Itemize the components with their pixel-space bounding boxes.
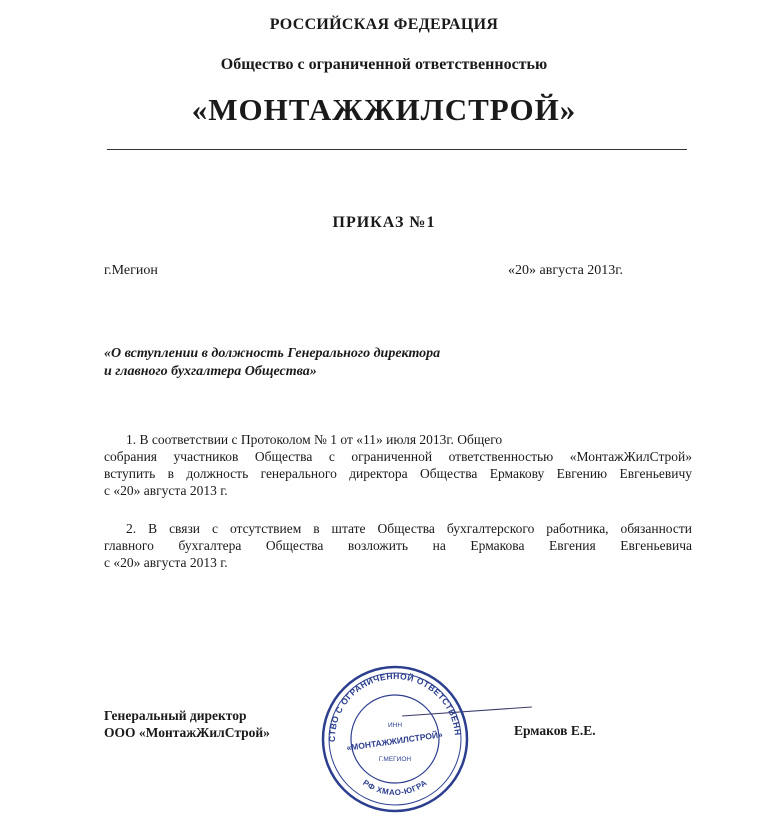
subject-line: и главного бухгалтера Общества» (104, 364, 317, 379)
org-type: Общество с ограниченной ответственностью (220, 56, 548, 73)
stamp-inn: ИНН (387, 722, 403, 729)
order-date: «20» августа 2013г. (508, 263, 623, 278)
order-title: ПРИКАЗ №1 (332, 214, 436, 231)
signatory-name: Ермаков Е.Е. (514, 723, 596, 738)
paragraph-line: 1. В соответствии с Протоколом № 1 от «11» июля 2013г. Общего (126, 432, 503, 447)
country-header: РОССИЙСКАЯ ФЕДЕРАЦИЯ (269, 16, 499, 33)
subject-line: «О вступлении в должность Генерального директора (104, 346, 441, 361)
paragraph-2 (104, 520, 692, 571)
company-stamp (320, 664, 470, 814)
paragraph-line: вступить в должность генерального директора Общества Ермакову Евгению Евгеньевичу (104, 466, 692, 481)
order-city: г.Мегион (104, 263, 158, 278)
org-name: «МОНТАЖЖИЛСТРОЙ» (191, 92, 577, 127)
stamp-city: Г.МЕГИОН (378, 756, 412, 763)
signatory-company: ООО «МонтажЖилСтрой» (104, 725, 270, 740)
stamp-outer-text: СТВО С ОГРАНИЧЕННОЙ ОТВЕТСТВЕНН (326, 670, 463, 742)
stamp-bottom-text: РФ ХМАО-ЮГРА (361, 778, 429, 798)
stamp-seal-icon (320, 664, 470, 814)
paragraph-line: главного бухгалтера Общества возложить на Ермакова Евгения Евгеньевича (104, 538, 692, 553)
header-divider (107, 149, 687, 150)
signatory-title: Генеральный директор (104, 708, 247, 723)
order-subject (104, 345, 524, 381)
paragraph-line: с «20» августа 2013 г. (104, 483, 228, 498)
signatory-role (104, 707, 270, 741)
paragraph-line: 2. В связи с отсутствием в штате Общества бухгалтерского работника, обязанности (126, 521, 692, 536)
paragraph-line: с «20» августа 2013 г. (104, 555, 228, 570)
stamp-center-text: «МОНТАЖЖИЛСТРОЙ» (345, 729, 444, 753)
paragraph-line: собрания участников Общества с ограниченной ответственностью «МонтажЖилСтрой» (104, 449, 692, 464)
paragraph-1 (104, 431, 692, 499)
